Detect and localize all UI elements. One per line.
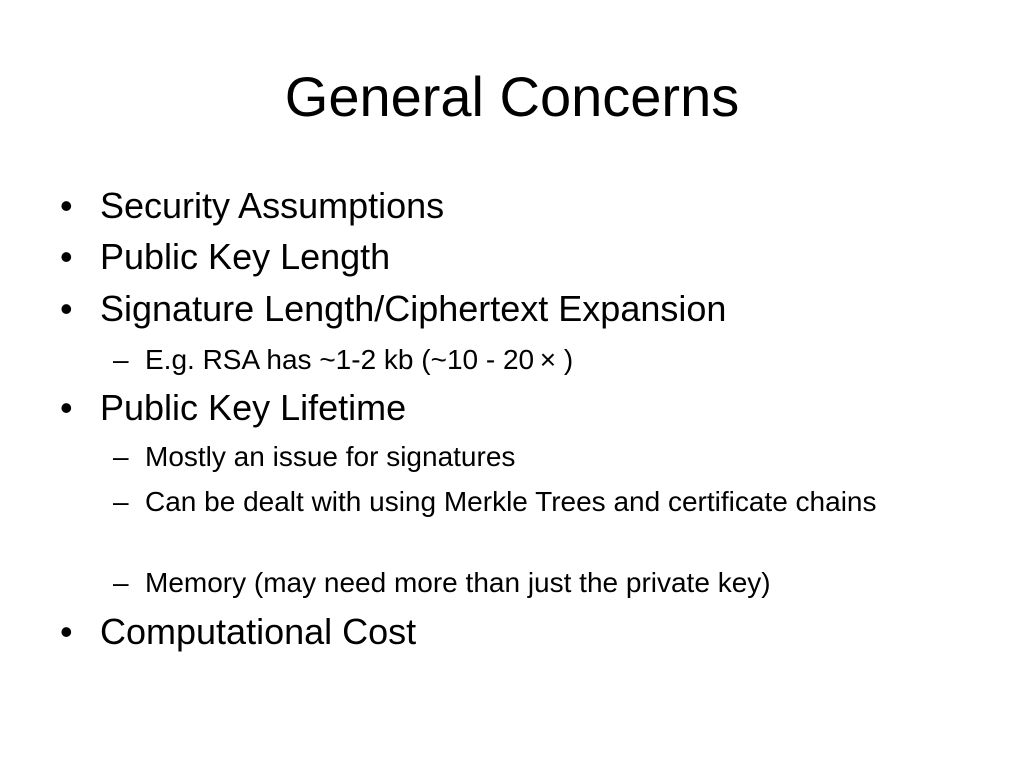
dash-marker: – — [113, 344, 129, 375]
bullet-marker: • — [60, 611, 73, 652]
bullet-marker: • — [60, 387, 73, 428]
slide-title: General Concerns — [284, 65, 740, 128]
bullet-marker: • — [60, 236, 73, 277]
sub-bullet-text: E.g. RSA has ~1-2 kb (~10 - 20 × ) — [145, 344, 574, 375]
sub-bullet-text: Memory (may need more than just the private key) — [145, 567, 771, 598]
sub-bullet-text: Mostly an issue for signatures — [145, 441, 516, 472]
bullet-text: Signature Length/Ciphertext Expansion — [100, 288, 727, 329]
sub-bullet-text: Can be dealt with using Merkle Trees and certificate chains — [145, 486, 877, 517]
bullet-marker: • — [60, 288, 73, 329]
dash-marker: – — [113, 567, 129, 598]
dash-marker: – — [113, 441, 129, 472]
bullet-text: Computational Cost — [100, 611, 417, 652]
bullet-text: Public Key Length — [100, 236, 391, 277]
bullet-marker: • — [60, 185, 73, 226]
dash-marker: – — [113, 486, 129, 517]
bullet-text: Security Assumptions — [100, 185, 445, 226]
bullet-text: Public Key Lifetime — [100, 387, 407, 428]
